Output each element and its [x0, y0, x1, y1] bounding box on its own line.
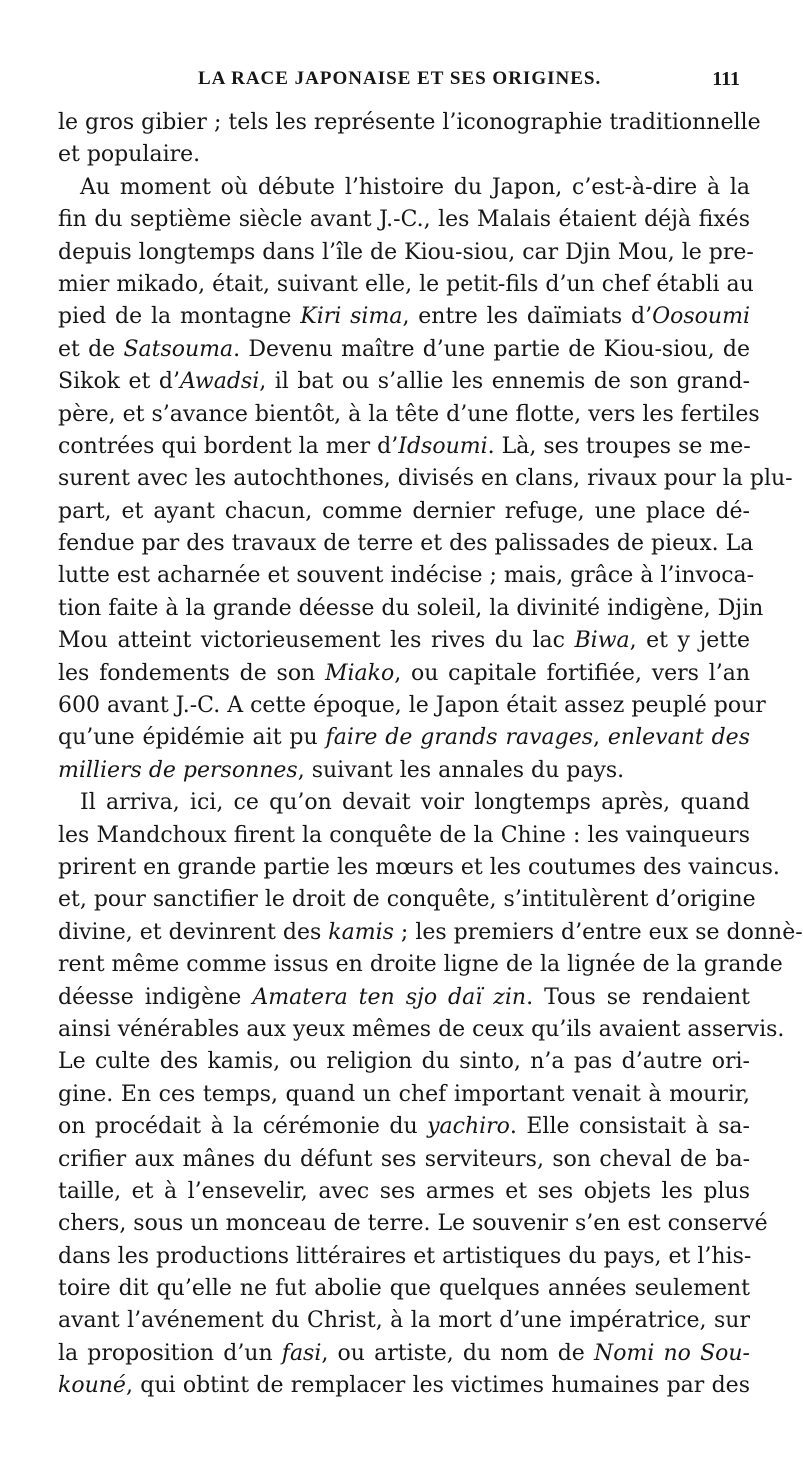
- text-line: [58, 172, 750, 204]
- text-segment: , qui obtint de remplacer les victimes humaines par des: [125, 1373, 750, 1399]
- italic-text: Biwa: [574, 628, 630, 654]
- text-segment: taille, et à l’ensevelir, avec ses armes et ses objets les plus: [58, 1178, 750, 1204]
- italic-text: Miako: [324, 660, 395, 686]
- italic-text: faire de grands ravages: [325, 725, 594, 751]
- text-line: [58, 852, 780, 884]
- text-segment: toire dit qu’elle ne fut abolie que quelques années seulement: [58, 1276, 750, 1302]
- text-line: [58, 1305, 750, 1337]
- text-line: [58, 787, 750, 819]
- text-line: [58, 1338, 750, 1370]
- text-segment: le gros gibier ; tels les représente l’iconographie traditionnelle: [58, 110, 761, 135]
- italic-text: kamis: [328, 919, 394, 945]
- text-line: [58, 884, 756, 916]
- text-segment: part, et ayant chacun, comme dernier refuge, une place dé-: [58, 498, 750, 524]
- text-line: [58, 1273, 750, 1305]
- text-segment: qu’une épidémie ait pu: [58, 725, 326, 751]
- text-segment: Le culte des kamis, ou religion du sinto, n’a pas d’autre ori-: [58, 1049, 750, 1075]
- text-segment: gine. En ces temps, quand un chef important venait à mourir,: [58, 1081, 750, 1107]
- italic-text: milliers de personnes: [58, 757, 298, 783]
- text-segment: , ou artiste, du nom de: [321, 1340, 594, 1366]
- text-segment: chers, sous un monceau de terre. Le souvenir s’en est conservé: [58, 1211, 768, 1237]
- text-line: [58, 301, 750, 333]
- text-line: [58, 204, 750, 236]
- page-header: [58, 68, 746, 98]
- text-segment: divine, et devinrent des: [58, 919, 329, 945]
- text-segment: dans les productions littéraires et artistiques du pays, et l’his-: [58, 1243, 752, 1269]
- text-line: [58, 1241, 750, 1273]
- text-line: [58, 690, 766, 722]
- body-text: [58, 107, 803, 1403]
- text-line: [58, 269, 754, 301]
- text-line: [58, 1079, 750, 1111]
- text-line: [58, 1176, 750, 1208]
- italic-text: Kiri sima: [300, 304, 403, 330]
- text-line: [58, 399, 760, 431]
- text-line: [58, 982, 750, 1014]
- text-segment: et, pour sanctifier le droit de conquête, s’intitulèrent d’origine: [58, 887, 756, 913]
- italic-text: fasi: [281, 1340, 322, 1366]
- text-line: [58, 528, 754, 560]
- text-segment: déesse indigène: [58, 984, 253, 1010]
- text-line: [58, 463, 793, 495]
- text-segment: ,: [593, 725, 608, 751]
- italic-text: Oosoumi: [652, 304, 750, 330]
- text-segment: , ou capitale fortifiée, vers l’an: [394, 660, 751, 686]
- text-line: [58, 1111, 750, 1143]
- text-segment: surent avec les autochthones, divisés en clans, rivaux pour la plu-: [58, 466, 793, 492]
- text-line: [58, 560, 755, 592]
- italic-text: Nomi no Sou-: [593, 1340, 750, 1366]
- text-segment: , il bat ou s’allie les ennemis de son grand-: [259, 369, 751, 395]
- text-line: [58, 431, 750, 463]
- text-segment: les Mandchoux firent la conquête de la Chine : les vainqueurs: [58, 822, 750, 848]
- text-line: [58, 1144, 750, 1176]
- text-segment: , suivant les annales du pays.: [297, 757, 625, 783]
- text-line: [58, 1014, 785, 1046]
- text-line: [58, 366, 750, 398]
- text-segment: la proposition d’un: [58, 1340, 282, 1366]
- text-segment: , entre les daïmiats d’: [402, 304, 653, 330]
- running-head: LA RACE JAPONAISE ET SES ORIGINES.: [198, 68, 602, 89]
- text-segment: les fondements de son: [58, 660, 325, 686]
- italic-text: yachiro: [427, 1114, 510, 1140]
- text-segment: , et y jette: [629, 628, 750, 654]
- text-segment: mier mikado, était, suivant elle, le petit-fils d’un chef établi au: [58, 271, 754, 297]
- page-number: 111: [712, 68, 740, 90]
- italic-text: Awadsi: [179, 369, 260, 395]
- text-segment: ; les premiers d’entre eux se donnè-: [393, 919, 803, 945]
- text-line: [58, 1046, 750, 1078]
- text-line: [58, 107, 761, 139]
- text-segment: Au moment où débute l’histoire du Japon, c’est-à-dire à la: [80, 174, 750, 200]
- text-segment: avant l’avénement du Christ, à la mort d’une impératrice, sur: [58, 1308, 750, 1334]
- text-segment: Il arriva, ici, ce qu’on devait voir longtemps après, quand: [80, 790, 750, 816]
- italic-text: Satsouma: [123, 336, 234, 362]
- text-line: [58, 625, 750, 657]
- text-segment: ainsi vénérables aux yeux mêmes de ceux qu’ils avaient asservis.: [58, 1016, 785, 1042]
- text-segment: depuis longtemps dans l’île de Kiou-siou, car Djin Mou, le pre-: [58, 239, 754, 265]
- text-line: [58, 593, 764, 625]
- text-line: [58, 1370, 750, 1402]
- text-segment: . Devenu maître d’une partie de Kiou-siou, de: [233, 336, 750, 362]
- text-line: [58, 496, 750, 528]
- italic-text: kouné: [58, 1373, 126, 1399]
- text-segment: rent même comme issus en droite ligne de la lignée de la grande: [58, 952, 783, 978]
- text-segment: lutte est acharnée et souvent indécise ; mais, grâce à l’invoca-: [58, 563, 755, 589]
- text-line: [58, 139, 750, 171]
- text-line: [58, 820, 750, 852]
- text-segment: contrées qui bordent la mer d’: [58, 433, 399, 459]
- text-segment: . Tous se rendaient: [526, 984, 750, 1010]
- text-segment: on procédait à la cérémonie du: [58, 1114, 428, 1140]
- text-line: [58, 237, 754, 269]
- text-line: [58, 334, 750, 366]
- italic-text: Idsoumi: [398, 433, 488, 459]
- text-segment: et de: [58, 336, 124, 362]
- text-line: [58, 722, 750, 754]
- italic-text: Amatera ten sjo daï zin: [252, 984, 527, 1010]
- text-line: [58, 917, 803, 949]
- text-line: [58, 949, 783, 981]
- text-segment: prirent en grande partie les mœurs et les coutumes des vaincus.: [58, 854, 780, 880]
- text-segment: père, et s’avance bientôt, à la tête d’une flotte, vers les fertiles: [58, 401, 760, 427]
- text-segment: et populaire.: [58, 142, 201, 168]
- italic-text: enlevant des: [607, 725, 750, 751]
- text-segment: crifier aux mânes du défunt ses serviteurs, son cheval de ba-: [58, 1146, 750, 1172]
- text-line: [58, 658, 750, 690]
- text-segment: fin du septième siècle avant J.-C., les Malais étaient déjà fixés: [58, 207, 750, 233]
- text-segment: 600 avant J.-C. A cette époque, le Japon était assez peuplé pour: [58, 693, 766, 719]
- text-segment: . Elle consistait à sa-: [509, 1114, 750, 1140]
- text-segment: . Là, ses troupes se me-: [487, 433, 751, 459]
- text-line: [58, 1208, 768, 1240]
- text-segment: fendue par des travaux de terre et des palissades de pieux. La: [58, 531, 754, 557]
- text-segment: tion faite à la grande déesse du soleil, la divinité indigène, Djin: [58, 595, 764, 621]
- text-line: [58, 755, 750, 787]
- text-segment: pied de la montagne: [58, 304, 301, 330]
- text-segment: Sikok et d’: [58, 369, 180, 395]
- text-segment: Mou atteint victorieusement les rives du lac: [58, 628, 575, 654]
